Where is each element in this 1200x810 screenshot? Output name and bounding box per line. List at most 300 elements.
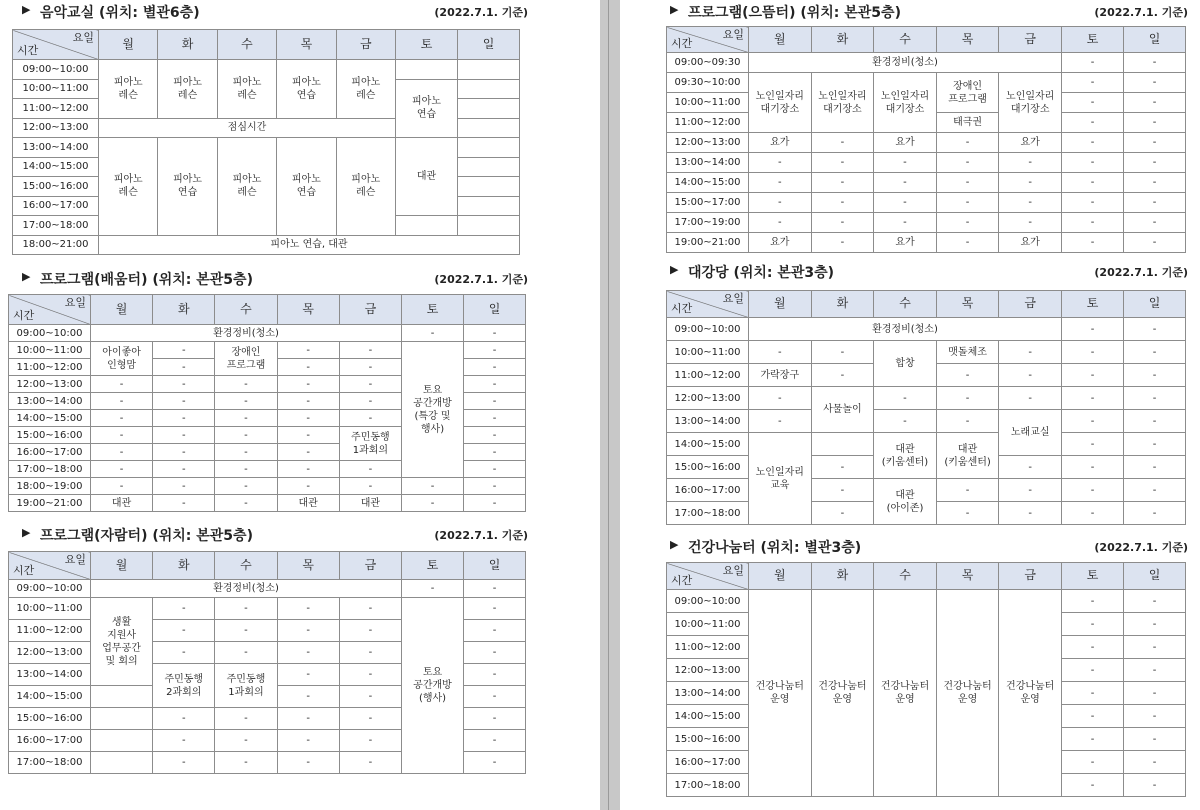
time-cell: 16:00~17:00 [13,196,99,216]
time-cell: 14:00~15:00 [667,173,749,193]
schedule-cell: 요가 [749,133,812,153]
schedule-cell: - [91,444,153,461]
table-row [9,580,526,598]
schedule-cell: - [339,376,401,393]
schedule-cell: - [1062,133,1124,153]
schedule-cell: - [277,444,339,461]
schedule-cell: - [1062,590,1124,613]
schedule-cell: - [153,730,215,752]
schedule-cell: - [1062,73,1124,93]
schedule-cell: - [277,342,339,359]
section-title: 프로그램(자람터) (위치: 본관5층) [40,528,253,544]
day-header-fri: 금 [339,552,401,580]
time-cell: 12:00~13:00 [667,133,749,153]
schedule-cell: 토요 공간개방 (행사) [402,598,464,774]
time-cell: 09:00~10:00 [667,590,749,613]
schedule-cell: - [215,376,277,393]
day-header-sun: 일 [458,30,520,60]
schedule-cell: 주민동행 1과회의 [215,664,277,708]
schedule-cell: - [464,410,526,427]
empty-cell [811,433,874,456]
schedule-cell: - [999,387,1062,410]
day-header-wed: 수 [215,295,277,325]
schedule-cell: - [464,359,526,376]
time-cell: 12:00~13:00 [667,387,749,410]
time-cell: 15:00~16:00 [9,427,91,444]
time-cell: 10:00~11:00 [667,341,749,364]
schedule-cell: - [811,341,874,364]
schedule-cell: - [464,664,526,686]
schedule-cell: - [749,173,812,193]
schedule-cell: - [277,461,339,478]
table-row [667,53,1186,73]
schedule-cell: - [811,193,874,213]
schedule-cell: 생활 지원사 업무공간 및 회의 [91,598,153,686]
schedule-cell: 건강나눔터 운영 [999,590,1062,797]
time-cell: 15:00~16:00 [667,728,749,751]
schedule-cell: - [153,427,215,444]
schedule-cell: 노래교실 [999,410,1062,456]
schedule-cell: - [91,410,153,427]
day-header-wed: 수 [215,552,277,580]
day-time-corner-cell: 요일 시간 [667,563,749,590]
schedule-cell: - [1062,410,1124,433]
triangle-bullet-icon: ▶ [22,270,31,283]
reference-date: (2022.7.1. 기준) [1094,6,1188,19]
baeumteo-section [13,267,530,512]
time-cell: 15:00~16:00 [667,456,749,479]
empty-cell [458,196,520,216]
schedule-cell: 맷돌체조 [936,341,999,364]
schedule-cell: 대관 (키움센터) [874,433,937,479]
schedule-cell: - [339,686,401,708]
day-header-fri: 금 [999,291,1062,318]
schedule-cell: - [277,642,339,664]
table-row [667,233,1186,253]
schedule-cell: - [339,393,401,410]
schedule-cell: 피아노 레슨 [99,60,158,119]
time-cell: 15:00~17:00 [667,193,749,213]
schedule-cell: 요가 [874,233,937,253]
schedule-cell: 주민동행 1과회의 [339,427,401,461]
reference-date: (2022.7.1. 기준) [1094,266,1188,279]
time-cell: 11:00~12:00 [9,620,91,642]
schedule-cell: - [1062,659,1124,682]
day-header-tue: 화 [811,27,874,53]
schedule-cell: 주민동행 2과회의 [153,664,215,708]
time-cell: 13:00~14:00 [667,410,749,433]
schedule-cell: - [464,461,526,478]
time-cell: 10:00~11:00 [667,93,749,113]
schedule-cell: - [1124,502,1186,525]
schedule-cell: - [1124,774,1186,797]
day-header-wed: 수 [874,291,937,318]
day-header-wed: 수 [217,30,276,60]
schedule-cell: - [464,444,526,461]
jaramteo-section [13,523,530,774]
schedule-cell: 태극권 [936,113,999,133]
schedule-cell: - [936,410,999,433]
schedule-cell: - [402,580,464,598]
day-header-mon: 월 [749,563,812,590]
section-title: 건강나눔터 (위치: 별관3층) [688,540,862,556]
schedule-cell: - [464,752,526,774]
schedule-cell: - [277,598,339,620]
schedule-cell: 요가 [999,233,1062,253]
table-row [667,590,1186,613]
schedule-cell: - [999,364,1062,387]
time-cell: 17:00~18:00 [9,752,91,774]
time-cell: 12:00~13:00 [13,118,99,138]
schedule-cell: - [1124,659,1186,682]
schedule-cell: 대관 (키움센터) [936,433,999,479]
schedule-cell: - [1124,636,1186,659]
schedule-cell [91,730,153,752]
schedule-cell: - [1062,479,1124,502]
day-header-sun: 일 [464,552,526,580]
schedule-cell: - [464,598,526,620]
schedule-cell: - [153,410,215,427]
schedule-cell: - [215,461,277,478]
day-header-tue: 화 [153,552,215,580]
schedule-cell: - [1124,682,1186,705]
empty-cell [91,686,153,708]
time-cell: 16:00~17:00 [9,730,91,752]
schedule-cell: - [1062,636,1124,659]
schedule-cell: 피아노 레슨 [99,138,158,236]
schedule-cell: - [1124,318,1186,341]
empty-cell [458,138,520,158]
schedule-cell: 요가 [749,233,812,253]
schedule-cell: - [464,393,526,410]
schedule-cell: - [91,393,153,410]
section-heading [668,535,1190,557]
header-row [667,563,1186,590]
baeumteo-timetable [8,294,526,512]
schedule-cell: 대관 [396,138,458,216]
empty-cell [458,79,520,99]
schedule-cell: - [1124,590,1186,613]
triangle-bullet-icon: ▶ [670,538,679,551]
time-cell: 11:00~12:00 [667,636,749,659]
schedule-cell: - [1062,705,1124,728]
schedule-cell: 환경정비(청소) [91,325,402,342]
schedule-cell: - [464,478,526,495]
schedule-cell: - [1124,705,1186,728]
day-header-tue: 화 [811,291,874,318]
table-row [667,410,1186,433]
schedule-cell: - [339,461,401,478]
schedule-cell: - [215,708,277,730]
reference-date: (2022.7.1. 기준) [1094,541,1188,554]
schedule-cell: - [874,213,937,233]
schedule-cell: - [339,664,401,686]
eutteumteo-timetable [666,26,1186,253]
schedule-cell [91,752,153,774]
day-header-thu: 목 [277,295,339,325]
day-header-thu: 목 [277,552,339,580]
schedule-cell: - [936,479,999,502]
day-header-sun: 일 [1124,27,1186,53]
empty-cell [458,118,520,138]
table-row [667,133,1186,153]
time-cell: 17:00~18:00 [667,774,749,797]
time-cell: 14:00~15:00 [9,410,91,427]
time-cell: 09:00~10:00 [9,325,91,342]
schedule-cell: 피아노 레슨 [217,60,276,119]
music-room-section [17,0,530,255]
schedule-cell: 합창 [874,341,937,387]
schedule-cell: - [749,193,812,213]
schedule-cell: - [999,153,1062,173]
schedule-cell: - [91,478,153,495]
schedule-cell: 토요 공간개방 (특강 및 행사) [402,342,464,478]
section-heading [20,0,530,22]
schedule-cell: - [811,456,874,479]
schedule-cell: - [936,233,999,253]
empty-cell [458,99,520,119]
time-cell: 16:00~17:00 [9,444,91,461]
reference-date: (2022.7.1. 기준) [434,273,528,286]
table-row [667,173,1186,193]
table-row [667,213,1186,233]
schedule-cell: - [749,387,812,410]
schedule-cell: 대관 [91,495,153,512]
schedule-cell: - [1124,387,1186,410]
schedule-cell: - [339,730,401,752]
schedule-cell: 점심시간 [99,118,396,138]
schedule-cell: - [464,686,526,708]
schedule-cell: - [1062,213,1124,233]
time-cell: 14:00~15:00 [667,705,749,728]
day-header-thu: 목 [936,27,999,53]
schedule-cell: - [1062,728,1124,751]
schedule-cell: 장애인 프로그램 [215,342,277,376]
schedule-cell: - [811,479,874,502]
day-header-wed: 수 [874,563,937,590]
schedule-cell: - [936,193,999,213]
section-title: 대강당 (위치: 본관3층) [688,265,835,281]
day-header-mon: 월 [749,291,812,318]
schedule-cell: - [153,342,215,359]
schedule-cell: - [1124,133,1186,153]
day-header-thu: 목 [277,30,336,60]
schedule-cell: - [999,341,1062,364]
schedule-cell: - [1062,502,1124,525]
schedule-cell: 피아노 연습 [396,79,458,138]
schedule-cell: - [91,427,153,444]
schedule-cell: 건강나눔터 운영 [874,590,937,797]
schedule-cell: - [1124,433,1186,456]
table-row [13,60,520,80]
day-header-sat: 토 [1062,291,1124,318]
time-cell: 09:00~10:00 [9,580,91,598]
schedule-cell: - [936,153,999,173]
schedule-cell: 노인일자리 교육 [749,433,812,525]
schedule-cell: - [215,495,277,512]
schedule-cell: - [999,173,1062,193]
schedule-cell: - [1124,364,1186,387]
schedule-cell: - [1062,456,1124,479]
schedule-cell: 건강나눔터 운영 [749,590,812,797]
schedule-cell: - [277,664,339,686]
time-cell: 12:00~13:00 [667,659,749,682]
schedule-cell: - [153,376,215,393]
time-cell: 15:00~16:00 [9,708,91,730]
header-row [9,552,526,580]
schedule-cell: 노인일자리 대기장소 [874,73,937,133]
jaramteo-timetable [8,551,526,774]
schedule-cell: - [277,427,339,444]
schedule-cell: - [464,580,526,598]
day-header-fri: 금 [336,30,395,60]
time-cell: 15:00~16:00 [13,177,99,197]
schedule-cell: - [1062,93,1124,113]
schedule-cell: - [1062,233,1124,253]
table-row [9,495,526,512]
schedule-cell: - [91,376,153,393]
time-cell: 17:00~18:00 [667,502,749,525]
time-cell: 13:00~14:00 [9,664,91,686]
day-header-thu: 목 [936,291,999,318]
schedule-cell: - [749,213,812,233]
schedule-cell: 노인일자리 대기장소 [749,73,812,133]
time-cell: 13:00~14:00 [13,138,99,158]
schedule-cell: - [1062,193,1124,213]
day-header-sat: 토 [402,295,464,325]
schedule-cell: - [1124,73,1186,93]
schedule-cell: - [1062,751,1124,774]
day-header-sun: 일 [1124,291,1186,318]
schedule-cell: - [153,359,215,376]
schedule-cell: - [1124,93,1186,113]
time-cell: 09:00~10:00 [667,318,749,341]
schedule-cell: - [215,620,277,642]
time-cell: 10:00~11:00 [667,613,749,636]
schedule-cell: - [1062,318,1124,341]
day-time-corner-cell: 요일 시간 [9,552,91,580]
schedule-cell: - [999,213,1062,233]
table-row [9,478,526,495]
schedule-cell: - [1062,341,1124,364]
schedule-cell: - [999,479,1062,502]
schedule-cell: 피아노 레슨 [336,60,395,119]
header-row [667,291,1186,318]
schedule-cell: - [339,642,401,664]
time-cell: 10:00~11:00 [13,79,99,99]
schedule-cell: - [811,364,874,387]
time-cell: 12:00~13:00 [9,642,91,664]
section-title: 프로그램(배움터) (위치: 본관5층) [40,272,253,288]
schedule-cell: - [749,410,812,433]
table-row [667,341,1186,364]
schedule-cell: - [1062,113,1124,133]
schedule-cell: - [1062,387,1124,410]
schedule-cell: - [277,752,339,774]
schedule-cell: - [215,410,277,427]
schedule-cell: - [215,427,277,444]
schedule-cell: - [339,752,401,774]
schedule-cell: 요가 [874,133,937,153]
schedule-cell: - [1124,410,1186,433]
reference-date: (2022.7.1. 기준) [434,529,528,542]
day-header-sun: 일 [464,295,526,325]
schedule-cell: 노인일자리 대기장소 [811,73,874,133]
schedule-cell: - [464,708,526,730]
day-header-mon: 월 [99,30,158,60]
schedule-cell: - [153,708,215,730]
schedule-cell: - [339,342,401,359]
schedule-cell: 대관 (아이존) [874,479,937,525]
schedule-cell: - [1124,728,1186,751]
header-row [13,30,520,60]
schedule-cell: - [277,686,339,708]
day-header-mon: 월 [749,27,812,53]
schedule-cell: 피아노 레슨 [217,138,276,236]
schedule-cell: - [1062,682,1124,705]
time-cell: 10:00~11:00 [9,598,91,620]
schedule-cell: - [277,359,339,376]
schedule-cell: 대관 [277,495,339,512]
schedule-cell: - [464,427,526,444]
health-center-timetable [666,562,1186,797]
day-header-sat: 토 [1062,27,1124,53]
schedule-cell: - [1124,53,1186,73]
music-room-timetable [12,29,520,255]
schedule-cell: - [874,387,937,410]
schedule-cell: - [936,173,999,193]
time-cell: 19:00~21:00 [667,233,749,253]
schedule-cell: - [811,173,874,193]
schedule-cell: - [874,153,937,173]
day-time-corner-cell: 요일 시간 [9,295,91,325]
table-row [667,73,1186,93]
day-header-sat: 토 [396,30,458,60]
triangle-bullet-icon: ▶ [22,526,31,539]
time-cell: 13:00~14:00 [9,393,91,410]
schedule-cell: - [749,153,812,173]
day-header-sat: 토 [402,552,464,580]
eutteumteo-section [668,0,1190,253]
schedule-cell: - [811,213,874,233]
day-header-wed: 수 [874,27,937,53]
schedule-cell: - [936,364,999,387]
schedule-cell: - [936,502,999,525]
day-header-tue: 화 [158,30,217,60]
time-cell: 18:00~19:00 [9,478,91,495]
time-cell: 11:00~12:00 [9,359,91,376]
schedule-cell: - [215,598,277,620]
schedule-cell: - [215,444,277,461]
schedule-cell: - [1062,53,1124,73]
empty-cell [396,216,458,236]
schedule-cell: - [936,387,999,410]
schedule-cell: - [1062,774,1124,797]
empty-cell [396,60,458,80]
schedule-cell: - [1124,613,1186,636]
schedule-cell: - [277,410,339,427]
section-title: 프로그램(으뜸터) (위치: 본관5층) [688,5,901,21]
schedule-cell: 사물놀이 [811,387,874,433]
schedule-cell: 대관 [339,495,401,512]
day-header-fri: 금 [339,295,401,325]
day-header-mon: 월 [91,295,153,325]
schedule-cell: - [999,193,1062,213]
schedule-cell: - [464,495,526,512]
table-row [13,235,520,255]
time-cell: 17:00~18:00 [13,216,99,236]
schedule-cell: - [999,456,1062,479]
